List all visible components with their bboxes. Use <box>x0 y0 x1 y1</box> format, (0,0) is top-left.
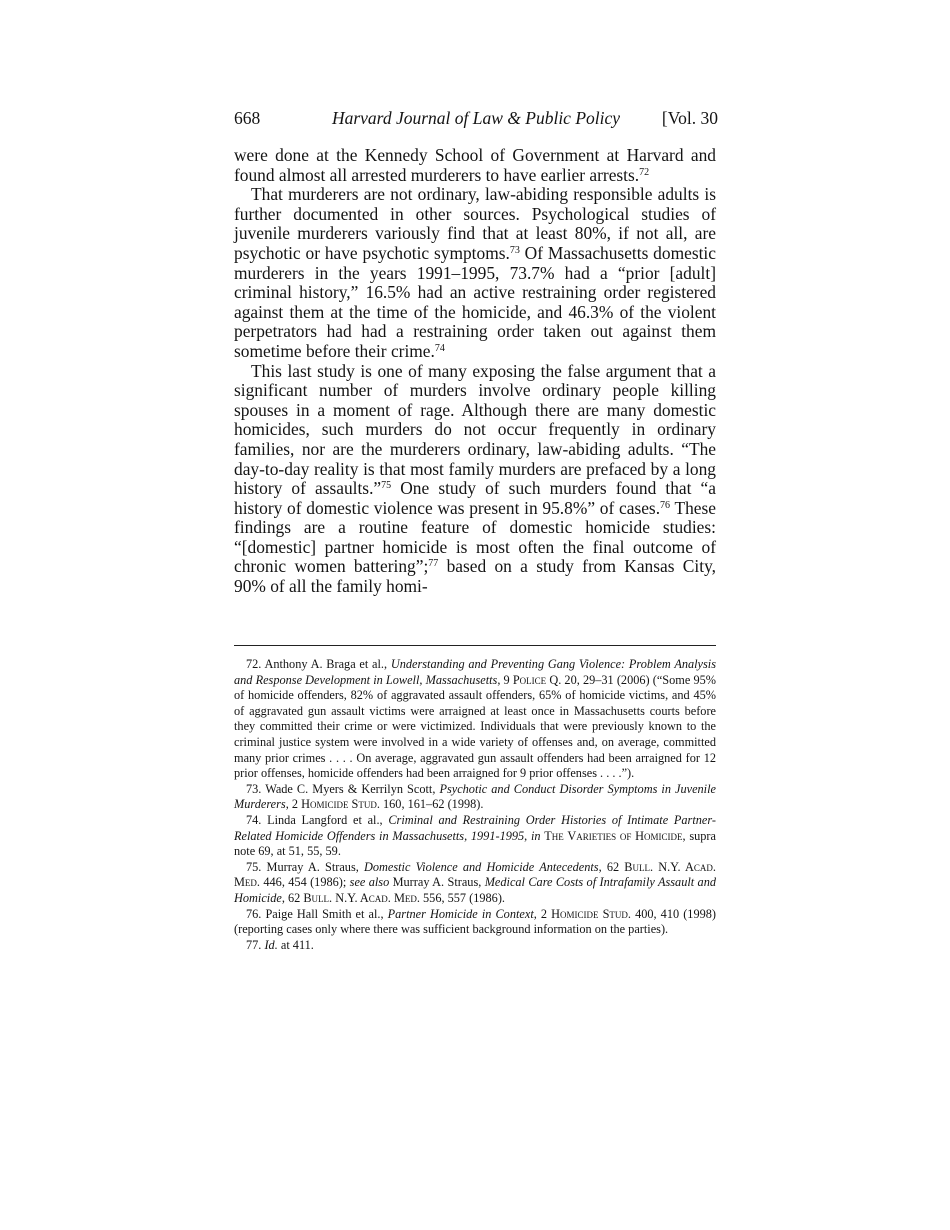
footnote-punctuation: , <box>524 828 531 843</box>
footnote-divider <box>234 645 716 646</box>
footnote-number: 75. <box>246 859 262 874</box>
footnote-title: Psychotic and Conduct Disorder Symptoms in Juvenile Murderers <box>234 781 716 812</box>
footnote-number: 77. <box>246 937 262 952</box>
paragraph-2-text-b: Of Massachusetts domestic murderers in the years 1991–1995, 73.7% had a “prior [adult] criminal history,” 16.5% had an active restraining order registered against them at the time of the homicide, and 46.3% of the violent perpetrators had had a restraining order taken out against them sometime before their crime. <box>234 242 716 361</box>
footnote-ref-72[interactable]: 72 <box>639 166 650 178</box>
paragraph-3-text-c: These findings are a routine feature of domestic homicide studies: “[domestic] partner homicide is most often the final outcome of chronic women battering”; <box>234 497 716 577</box>
footnote-author: Wade C. Myers & Kerrilyn Scott, <box>261 781 440 796</box>
footnote-title: Criminal and Restraining Order Histories of Intimate Partner-Related Homicide Offenders in Massachusetts, 1991-1995 <box>234 812 716 843</box>
footnote-journal: Homicide Stud. <box>301 797 380 812</box>
footnote-journal: Bull. N.Y. Acad. Med. <box>234 859 716 890</box>
footnote-volume: , 2 <box>533 906 552 921</box>
footnote-74 <box>234 813 716 860</box>
footnote-77 <box>234 938 716 954</box>
footnotes <box>234 657 716 953</box>
footnote-number: 76. <box>246 906 262 921</box>
paragraph-1-text: were done at the Kennedy School of Government at Harvard and found almost all arrested murderers to have earlier arrests. <box>234 145 716 185</box>
footnote-ref-74[interactable]: 74 <box>434 342 445 354</box>
footnote-text: 160, 161–62 (1998). <box>379 797 484 812</box>
body-text <box>234 146 716 597</box>
footnote-volume: , 62 <box>281 890 304 905</box>
footnote-volume: , 62 <box>598 859 625 874</box>
footnote-signal: in <box>530 828 541 843</box>
running-header <box>234 108 718 132</box>
footnote-75 <box>234 860 716 907</box>
footnote-number: 73. <box>246 781 262 796</box>
footnote-ref-76[interactable]: 76 <box>660 499 671 511</box>
footnote-text: 446, 454 (1986); <box>260 875 350 890</box>
footnote-ref-77[interactable]: 77 <box>428 558 439 570</box>
paragraph-2-text-a: That murderers are not ordinary, law-abiding responsible adults is further documented in other sources. Psychological studies of juvenile murderers variously find that at least 80%, if not all, are psychotic or have psychotic symptoms. <box>234 184 716 263</box>
footnote-book: The Varieties of Homicide <box>544 828 683 843</box>
footnote-76 <box>234 907 716 938</box>
paragraph-1 <box>234 146 716 185</box>
paragraph-3-text-b: One study of such murders found that “a history of domestic violence was present in 95.8%” of cases. <box>234 478 716 518</box>
paragraph-3-text-d: based on a study from Kansas City, 90% of all the family homi- <box>234 556 716 597</box>
footnote-author: Murray A. Straus, <box>389 875 485 890</box>
footnote-author: Paige Hall Smith et al., <box>261 906 388 921</box>
footnote-ref-73[interactable]: 73 <box>509 244 520 256</box>
footnote-text: at 411. <box>277 937 314 952</box>
volume-label: [Vol. 30 <box>661 108 718 128</box>
footnote-author: Anthony A. Braga et al., <box>261 657 391 671</box>
paragraph-3-text-a: This last study is one of many exposing the false argument that a significant number of murders involve ordinary people killing spouses in a moment of rage. Although there are many domestic homicides, such murders do not occur frequently in ordinary families, nor are the murderers ordinary, law-abiding adults. “The day-to-day reality is that most family murders are prefaced by a long history of assaults.” <box>234 360 716 499</box>
footnote-signal: see also <box>349 875 390 890</box>
paragraph-2 <box>234 185 716 361</box>
footnote-number: 72. <box>246 657 262 671</box>
footnote-author: Linda Langford et al., <box>261 812 389 827</box>
footnote-ref-75[interactable]: 75 <box>381 480 392 492</box>
paragraph-3 <box>234 362 716 597</box>
footnote-title: Understanding and Preventing Gang Violence: Problem Analysis and Response Development in Lowell, Massachusetts <box>234 657 716 687</box>
footnote-text: 20, 29–31 (2006) (“Some 95% of homicide offenders, 82% of aggravated assault offenders, 65% of homicide victims, and 45% of aggravated gun assault victims were arraigned at least once in Massachusetts courts before they committed their crime or were victimized. Individuals that were previously known to the criminal justice system were involved in a wide variety of offenses and, on average, committed many prior crimes . . . . On average, aggravated gun assault offenders had been arraigned for 12 prior offenses, homicide offenders had been arraigned for 9 prior offenses . . . .”). <box>234 672 716 781</box>
footnote-volume: , 9 <box>497 672 513 687</box>
footnote-journal: Bull. N.Y. Acad. Med. <box>303 890 420 905</box>
page-number: 668 <box>234 108 261 128</box>
footnote-text: 400, 410 (1998) (reporting cases only where there was sufficient background information on the parties). <box>234 906 716 937</box>
footnote-number: 74. <box>246 812 262 827</box>
footnote-title: Partner Homicide in Context <box>387 906 534 921</box>
footnote-author: Murray A. Straus, <box>261 859 364 874</box>
footnote-title: Medical Care Costs of Intrafamily Assault and Homicide <box>234 875 716 905</box>
footnote-volume: , 2 <box>285 797 302 812</box>
footnote-text: , supra note 69, at 51, 55, 59. <box>234 828 716 859</box>
footnote-text: 556, 557 (1986). <box>419 890 505 905</box>
footnote-id-signal: Id. <box>264 937 278 952</box>
footnote-title: Domestic Violence and Homicide Antecedents <box>363 859 599 874</box>
journal-title: Harvard Journal of Law & Public Policy <box>331 108 621 128</box>
footnote-journal: Homicide Stud. <box>551 906 631 921</box>
footnote-journal: Police Q. <box>512 672 562 687</box>
footnote-72 <box>234 657 716 782</box>
footnote-73 <box>234 782 716 813</box>
